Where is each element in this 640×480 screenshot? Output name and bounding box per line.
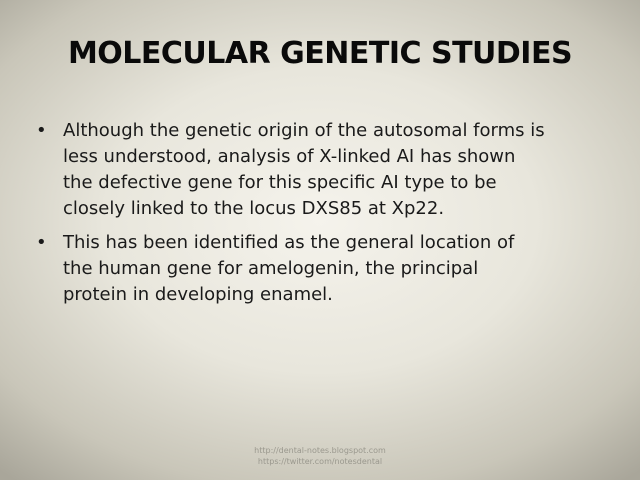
bullet-list bbox=[36, 118, 596, 316]
watermark-footer bbox=[0, 445, 640, 467]
bullet-item bbox=[36, 230, 596, 308]
bullet-icon: • bbox=[36, 120, 47, 141]
bullet-line: Although the genetic origin of the autosomal forms is bbox=[63, 120, 545, 141]
bullet-line: This has been identified as the general location of bbox=[63, 232, 515, 253]
bullet-line: closely linked to the locus DXS85 at Xp22. bbox=[63, 198, 445, 219]
bullet-line: protein in developing enamel. bbox=[63, 284, 333, 305]
bullet-line: the human gene for amelogenin, the principal bbox=[63, 258, 479, 279]
bullet-icon: • bbox=[36, 232, 47, 253]
bullet-line: the defective gene for this specific AI type to be bbox=[63, 172, 497, 193]
slide-title: MOLECULAR GENETIC STUDIES bbox=[67, 36, 573, 71]
bullet-line: less understood, analysis of X-linked AI has shown bbox=[63, 146, 516, 167]
footer-twitter-url: https://twitter.com/notesdental bbox=[257, 457, 383, 466]
bullet-item bbox=[36, 118, 596, 222]
footer-blog-url: http://dental-notes.blogspot.com bbox=[254, 446, 386, 455]
